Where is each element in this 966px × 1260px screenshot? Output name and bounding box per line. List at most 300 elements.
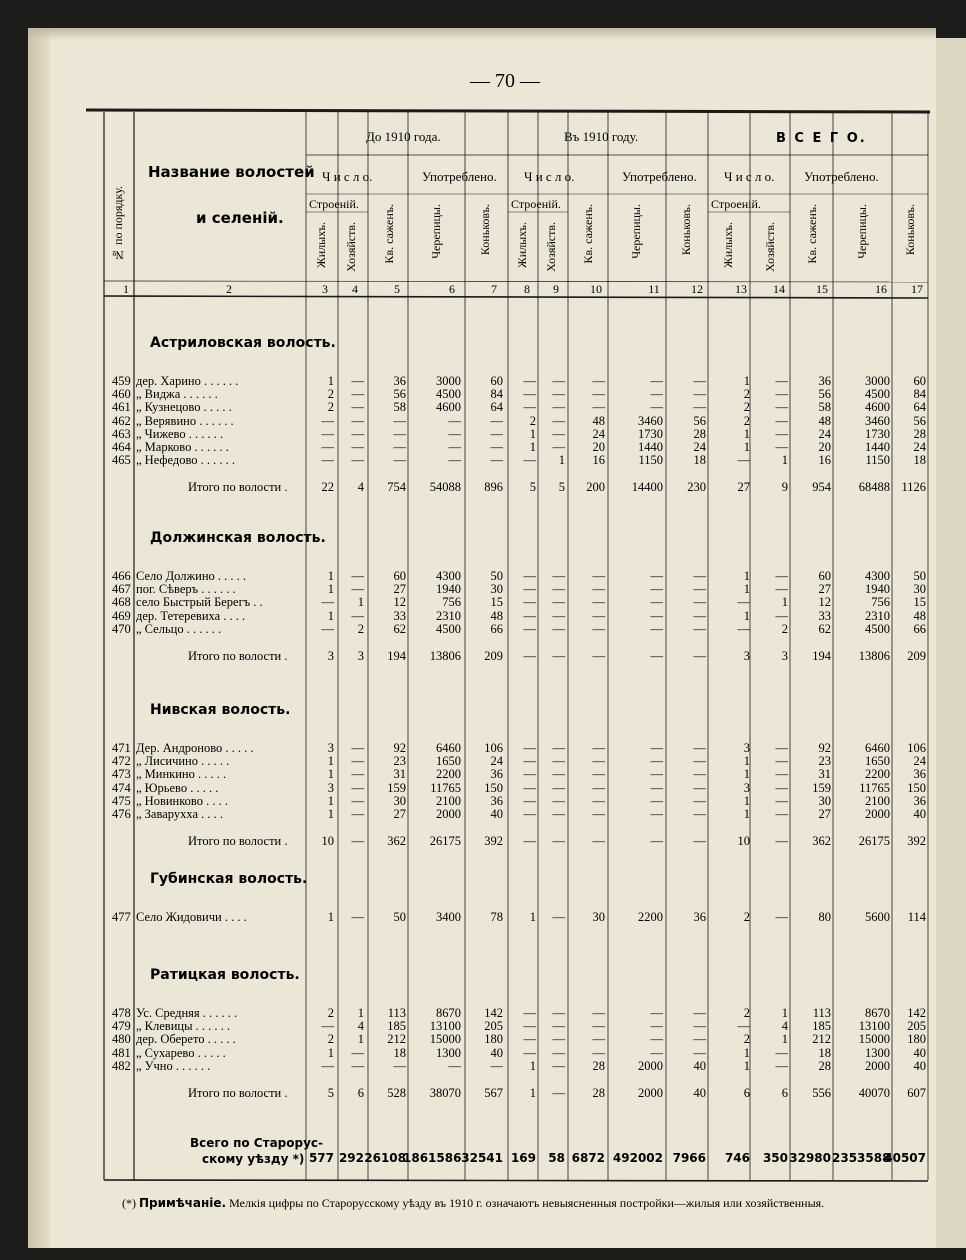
table-cell: 3: [327, 741, 334, 755]
table-cell: —: [351, 793, 364, 808]
table-cell: —: [321, 621, 334, 636]
table-cell: —: [552, 400, 565, 415]
col-number: 7: [491, 282, 497, 296]
total-cell: 54088: [429, 480, 461, 495]
table-cell: 12: [818, 595, 831, 610]
table-cell: 15000: [429, 1032, 461, 1047]
table-cell: 23: [393, 754, 406, 769]
table-cell: 40: [913, 1058, 926, 1073]
table-row-number: 475: [112, 793, 131, 808]
table-cell: 56: [393, 387, 406, 402]
table-row-number: 478: [112, 1006, 131, 1020]
table-cell: —: [737, 621, 750, 636]
table-cell: 1940: [865, 582, 890, 597]
table-row-name: „ Заварухха . . . .: [136, 807, 223, 821]
table-cell: 756: [871, 595, 890, 610]
col-number: 3: [322, 282, 328, 296]
table-cell: 1: [743, 1045, 750, 1060]
table-cell: 36: [393, 374, 406, 388]
table-cell: —: [448, 426, 461, 441]
col-number: 5: [394, 282, 400, 296]
table-cell: 205: [907, 1019, 926, 1034]
total-cell: 27: [737, 480, 750, 495]
header-khozyaystv: Хозяйств.: [344, 222, 358, 272]
table-cell: —: [351, 569, 364, 583]
table-cell: —: [351, 767, 364, 782]
table-row-name: „ Кузнецово . . . . .: [136, 400, 232, 415]
table-cell: 28: [913, 426, 926, 441]
next-page-edge: [936, 38, 966, 1248]
table-cell: —: [775, 1045, 788, 1060]
table-cell: 3460: [865, 413, 890, 428]
table-cell: —: [592, 1006, 605, 1020]
table-cell: 106: [907, 741, 926, 755]
table-cell: 40: [490, 1045, 503, 1060]
table-cell: —: [351, 741, 364, 755]
table-cell: —: [552, 426, 565, 441]
table-cell: 1650: [436, 754, 461, 769]
table-cell: —: [592, 374, 605, 388]
table-cell: 31: [818, 767, 831, 782]
table-cell: —: [650, 754, 663, 769]
table-row-number: 461: [112, 400, 131, 415]
total-cell: —: [650, 649, 663, 663]
table-cell: 15: [913, 595, 926, 610]
table-cell: —: [693, 595, 706, 610]
table-cell: —: [592, 400, 605, 415]
grand-total-cell: 292: [338, 1151, 364, 1165]
table-cell: —: [523, 1045, 536, 1060]
table-cell: —: [523, 767, 536, 782]
table-cell: 142: [484, 1006, 503, 1020]
table-cell: 2100: [865, 793, 890, 808]
total-label: Итого по волости .: [188, 649, 288, 663]
table-cell: —: [693, 569, 706, 583]
table-cell: 212: [387, 1032, 406, 1047]
total-cell: 754: [387, 480, 406, 495]
table-cell: —: [490, 426, 503, 441]
header-chislo: Ч и с л о.: [524, 169, 575, 184]
total-cell: 14400: [631, 480, 663, 495]
table-cell: 27: [818, 807, 831, 821]
table-cell: 36: [913, 767, 926, 782]
grand-total-cell: 26108: [364, 1151, 406, 1165]
col-number: 15: [816, 282, 828, 296]
table-cell: 1: [357, 1032, 364, 1047]
table-cell: 28: [818, 1058, 831, 1073]
table-cell: —: [552, 807, 565, 821]
table-cell: 36: [693, 910, 706, 924]
total-cell: 13806: [429, 649, 461, 663]
table-cell: —: [592, 807, 605, 821]
table-cell: —: [592, 754, 605, 769]
table-cell: 1: [743, 1058, 750, 1073]
table-cell: 20: [818, 440, 831, 454]
table-cell: 18: [913, 453, 926, 468]
table-cell: 1: [743, 582, 750, 597]
table-cell: —: [775, 582, 788, 597]
total-cell: 2000: [638, 1086, 663, 1100]
total-cell: 954: [812, 480, 831, 495]
table-cell: 150: [907, 780, 926, 795]
total-cell: —: [552, 1086, 565, 1100]
table-cell: 1150: [865, 453, 890, 468]
table-cell: —: [592, 780, 605, 795]
table-cell: 4500: [436, 621, 461, 636]
total-cell: 392: [907, 834, 926, 849]
total-cell: 13806: [858, 649, 890, 663]
table-cell: —: [351, 1045, 364, 1060]
table-cell: 1: [781, 453, 788, 468]
footnote-mark: (*): [122, 1196, 136, 1210]
table-cell: —: [693, 387, 706, 402]
total-cell: 10: [737, 834, 750, 849]
table-cell: 1: [327, 910, 334, 924]
total-cell: 194: [387, 649, 406, 663]
total-cell: 528: [387, 1086, 406, 1100]
table-cell: 50: [913, 569, 926, 583]
table-cell: —: [693, 1032, 706, 1047]
table-row-name: Ус. Средняя . . . . . .: [136, 1006, 238, 1020]
table-cell: 8670: [865, 1006, 890, 1020]
total-cell: —: [523, 649, 536, 663]
table-cell: —: [523, 754, 536, 769]
table-cell: 36: [490, 767, 503, 782]
total-cell: 68488: [858, 480, 890, 495]
table-row-number: 467: [112, 582, 131, 597]
table-cell: —: [552, 1032, 565, 1047]
total-cell: 567: [484, 1086, 503, 1100]
table-cell: —: [592, 1019, 605, 1034]
table-cell: 1: [743, 569, 750, 583]
table-cell: 2: [743, 400, 750, 415]
col-number: 2: [226, 282, 232, 296]
table-row-name: „ Нефедово . . . . . .: [136, 453, 236, 468]
table-cell: —: [351, 807, 364, 821]
table-cell: 84: [913, 387, 926, 402]
total-cell: 5: [327, 1086, 334, 1100]
table-cell: 60: [490, 374, 503, 388]
table-cell: —: [523, 793, 536, 808]
total-cell: 3: [781, 649, 788, 663]
total-cell: 1126: [901, 480, 926, 495]
total-cell: 4: [357, 480, 364, 495]
total-cell: 22: [321, 480, 334, 495]
table-cell: 1440: [638, 440, 663, 454]
table-cell: 11765: [430, 780, 461, 795]
table-cell: —: [523, 741, 536, 755]
total-cell: 392: [484, 834, 503, 849]
total-cell: 28: [592, 1086, 605, 1100]
table-cell: —: [775, 793, 788, 808]
table-cell: —: [523, 1032, 536, 1047]
table-cell: 2: [327, 1006, 334, 1020]
header-chislo: Ч и с л о.: [724, 169, 775, 184]
table-cell: —: [351, 426, 364, 441]
table-cell: 15000: [858, 1032, 890, 1047]
header-name-line1: Название волостей: [148, 163, 315, 181]
footnote-label: Примѣчаніе.: [139, 1196, 227, 1210]
table-cell: 40: [693, 1058, 706, 1073]
table-cell: 48: [818, 413, 831, 428]
table-row-name: „ Лисичино . . . . .: [136, 754, 230, 769]
table-cell: —: [775, 608, 788, 623]
total-cell: 10: [321, 834, 334, 849]
table-row-name: пог. Сѣверъ . . . . . .: [136, 582, 236, 597]
table-cell: 1: [327, 807, 334, 821]
table-cell: —: [650, 1019, 663, 1034]
table-cell: —: [775, 754, 788, 769]
total-label: Итого по волости .: [188, 480, 288, 495]
total-cell: —: [523, 834, 536, 849]
total-cell: —: [693, 649, 706, 663]
book-spine: [28, 28, 50, 1248]
header-group-in: Въ 1910 году.: [564, 129, 639, 144]
table-cell: —: [393, 413, 406, 428]
table-cell: 4500: [436, 387, 461, 402]
table-cell: —: [351, 374, 364, 388]
table-cell: 58: [818, 400, 831, 415]
table-cell: 24: [592, 426, 605, 441]
table-cell: —: [693, 807, 706, 821]
table-cell: 180: [907, 1032, 926, 1047]
table-cell: 2310: [436, 608, 461, 623]
table-cell: 40: [913, 1045, 926, 1060]
table-cell: 2000: [865, 1058, 890, 1073]
header-upotrebleno: Употреблено.: [622, 169, 697, 184]
table-cell: —: [693, 608, 706, 623]
table-cell: —: [552, 374, 565, 388]
table-cell: —: [650, 1032, 663, 1047]
table-cell: 50: [490, 569, 503, 583]
table-cell: 56: [693, 413, 706, 428]
header-cherepitsy: Черепицы.: [629, 204, 643, 259]
header-khozyaystv: Хозяйств.: [544, 222, 558, 272]
table-cell: —: [650, 741, 663, 755]
section-title: Астриловская волость.: [150, 335, 336, 351]
total-cell: 40070: [858, 1086, 890, 1100]
table-cell: —: [321, 440, 334, 454]
table-cell: —: [448, 413, 461, 428]
total-cell: 6: [743, 1086, 750, 1100]
col-number: 17: [911, 282, 923, 296]
table-cell: —: [693, 621, 706, 636]
table-row-name: „ Юрьево . . . . .: [136, 780, 219, 795]
table-cell: 1: [743, 608, 750, 623]
table-cell: 1: [357, 1006, 364, 1020]
header-zhilykh: Жилыхъ.: [314, 222, 328, 268]
table-row-name: дер. Харино . . . . . .: [136, 374, 239, 388]
table-cell: 62: [393, 621, 406, 636]
table-row-number: 468: [112, 595, 131, 610]
grand-total-cell: 492002: [612, 1151, 663, 1165]
table-cell: 24: [693, 440, 706, 454]
table-cell: —: [393, 453, 406, 468]
table-cell: 106: [484, 741, 503, 755]
table-cell: —: [552, 767, 565, 782]
total-cell: 362: [812, 834, 831, 849]
table-cell: 3: [327, 780, 334, 795]
col-number: 9: [553, 282, 559, 296]
table-cell: —: [592, 1032, 605, 1047]
table-cell: 756: [442, 595, 461, 610]
col-number: 6: [449, 282, 455, 296]
table-cell: 24: [490, 754, 503, 769]
total-cell: 556: [812, 1086, 831, 1100]
col-number: 8: [524, 282, 530, 296]
table-row-name: „ Виджа . . . . . .: [136, 387, 218, 402]
table-row-name: „ Учно . . . . . .: [136, 1058, 211, 1073]
table-cell: 1: [781, 1006, 788, 1020]
table-cell: 80: [818, 910, 831, 924]
table-row-name: „ Верявино . . . . . .: [136, 413, 234, 428]
table-cell: —: [650, 780, 663, 795]
col-number: 11: [648, 282, 660, 296]
header-konkov: Коньковъ.: [478, 204, 492, 256]
table-cell: —: [693, 754, 706, 769]
table-cell: —: [775, 807, 788, 821]
table-row-number: 479: [112, 1019, 131, 1034]
table-cell: 1: [781, 1032, 788, 1047]
table-row-name: „ Клевицы . . . . . .: [136, 1019, 230, 1034]
total-cell: —: [693, 834, 706, 849]
col-number: 4: [352, 282, 358, 296]
table-cell: 4500: [865, 621, 890, 636]
table-cell: 24: [818, 426, 831, 441]
total-cell: 3: [743, 649, 750, 663]
table-cell: 28: [693, 426, 706, 441]
total-cell: 5: [529, 480, 536, 495]
table-cell: —: [737, 1019, 750, 1034]
table-cell: —: [775, 426, 788, 441]
table-cell: 56: [818, 387, 831, 402]
table-cell: —: [321, 1058, 334, 1073]
total-cell: 6: [357, 1086, 364, 1100]
table-cell: —: [523, 608, 536, 623]
table-cell: —: [552, 1006, 565, 1020]
table-cell: —: [775, 387, 788, 402]
table-cell: 66: [490, 621, 503, 636]
table-cell: 212: [812, 1032, 831, 1047]
table-cell: 84: [490, 387, 503, 402]
table-cell: 33: [393, 608, 406, 623]
table-cell: —: [523, 780, 536, 795]
table-cell: 150: [484, 780, 503, 795]
table-row-name: „ Чижево . . . . . .: [136, 426, 224, 441]
table-cell: 48: [490, 608, 503, 623]
table-cell: 60: [818, 569, 831, 583]
table-cell: 2100: [436, 793, 461, 808]
table-row-name: Дер. Андроново . . . . .: [136, 741, 254, 755]
col-number: 13: [735, 282, 747, 296]
col-number: 12: [691, 282, 703, 296]
table-cell: 205: [484, 1019, 503, 1034]
table-cell: —: [523, 621, 536, 636]
table-cell: 1: [357, 595, 364, 610]
table-cell: 31: [393, 767, 406, 782]
table-cell: —: [592, 793, 605, 808]
table-cell: 92: [818, 741, 831, 755]
total-cell: 200: [586, 480, 605, 495]
header-chislo: Ч и с л о.: [322, 169, 373, 184]
table-cell: —: [775, 780, 788, 795]
table-cell: 1: [327, 793, 334, 808]
table-cell: —: [775, 1058, 788, 1073]
table-cell: —: [693, 1019, 706, 1034]
table-cell: —: [650, 400, 663, 415]
table-cell: —: [592, 1045, 605, 1060]
table-cell: 60: [393, 569, 406, 583]
table-cell: 1730: [865, 426, 890, 441]
table-cell: 30: [592, 910, 605, 924]
col-number: 14: [773, 282, 785, 296]
table-cell: —: [650, 767, 663, 782]
table-cell: —: [351, 440, 364, 454]
total-cell: 3: [357, 649, 364, 663]
table-cell: —: [693, 741, 706, 755]
table-cell: —: [552, 780, 565, 795]
grand-total-label: Всего по Старорус-: [190, 1136, 324, 1150]
table-cell: 18: [693, 453, 706, 468]
table-row-number: 469: [112, 608, 131, 623]
section-title: Нивская волость.: [150, 702, 291, 718]
table-row-number: 466: [112, 569, 131, 583]
table-cell: —: [775, 741, 788, 755]
header-stroeniy: Строеній.: [511, 197, 561, 211]
table-cell: 66: [913, 621, 926, 636]
section-title: Должинская волость.: [150, 530, 326, 546]
table-cell: 2: [327, 1032, 334, 1047]
table-row-name: „ Марково . . . . . .: [136, 440, 229, 454]
table-cell: 1: [743, 754, 750, 769]
table-cell: 48: [592, 413, 605, 428]
table-cell: 8670: [436, 1006, 461, 1020]
grand-total-cell: 32980: [789, 1151, 831, 1165]
table-cell: —: [351, 780, 364, 795]
total-cell: 896: [484, 480, 503, 495]
table-cell: 1: [327, 1045, 334, 1060]
table-row-number: 473: [112, 767, 131, 782]
table-cell: 11765: [859, 780, 890, 795]
total-label: Итого по волости .: [188, 1086, 288, 1100]
table-cell: 1: [327, 569, 334, 583]
table-cell: —: [552, 569, 565, 583]
table-cell: 16: [818, 453, 831, 468]
table-cell: —: [321, 453, 334, 468]
header-cherepitsy: Черепицы.: [429, 204, 443, 259]
table-cell: —: [693, 780, 706, 795]
table-cell: —: [592, 595, 605, 610]
table-row-number: 482: [112, 1058, 131, 1073]
table-cell: 2: [743, 1032, 750, 1047]
table-cell: —: [693, 400, 706, 415]
table-cell: 78: [490, 910, 503, 924]
table-cell: —: [693, 374, 706, 388]
table-cell: 2000: [638, 1058, 663, 1073]
header-upotrebleno: Употреблено.: [804, 169, 879, 184]
total-cell: 209: [907, 649, 926, 663]
table-cell: 4500: [865, 387, 890, 402]
table-cell: —: [592, 621, 605, 636]
table-cell: 3: [743, 780, 750, 795]
table-cell: 27: [393, 582, 406, 597]
table-cell: 20: [592, 440, 605, 454]
grand-total-cell: 58: [548, 1151, 565, 1165]
table-cell: —: [351, 387, 364, 402]
section-title: Губинская волость.: [150, 871, 308, 887]
table-cell: 3460: [638, 413, 663, 428]
table-cell: 3400: [436, 910, 461, 924]
